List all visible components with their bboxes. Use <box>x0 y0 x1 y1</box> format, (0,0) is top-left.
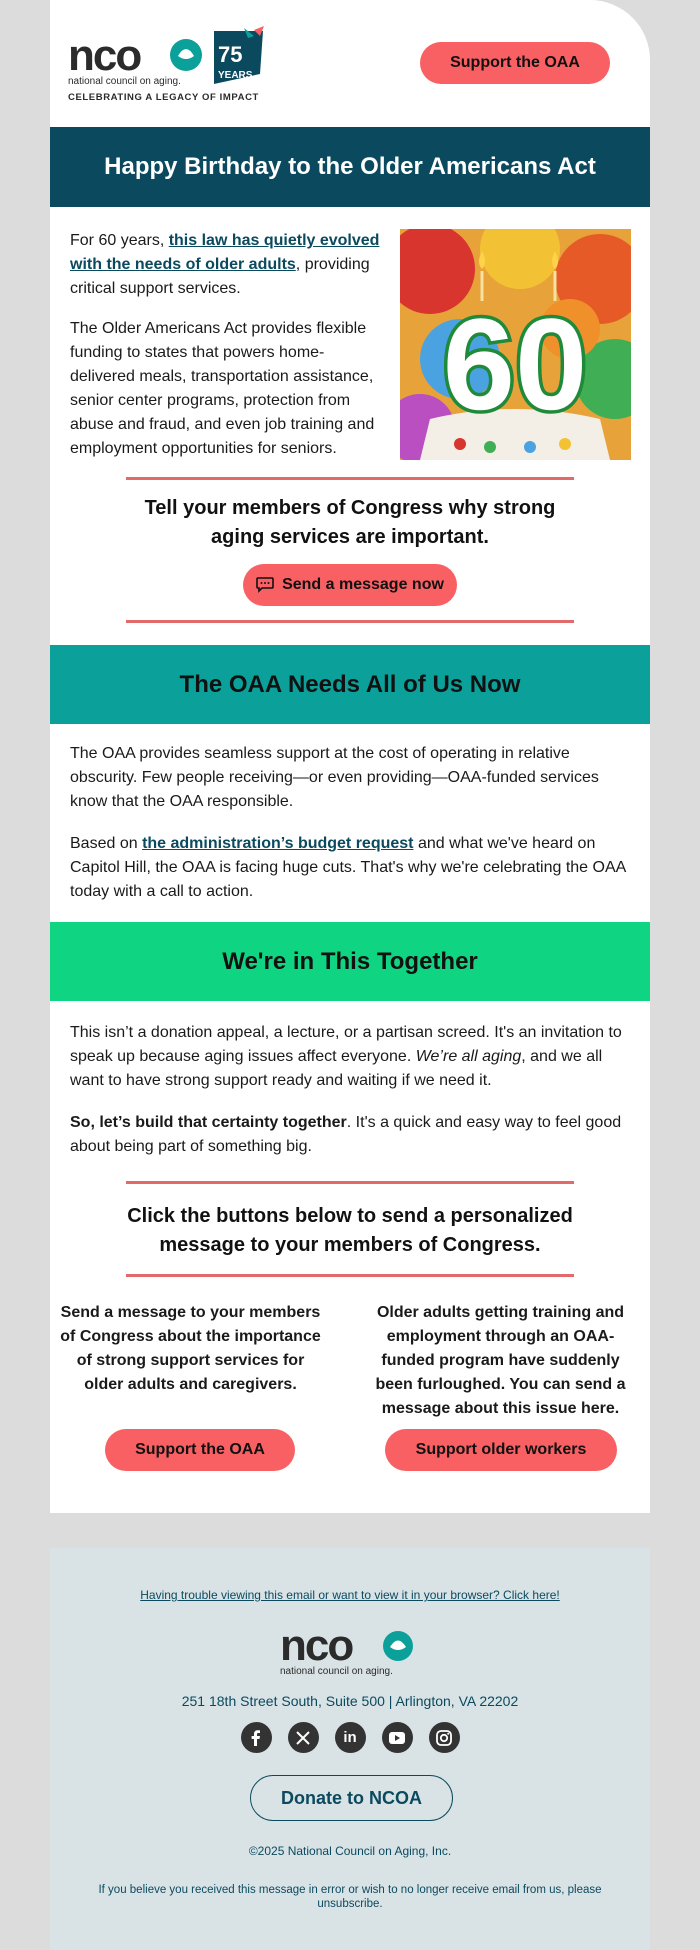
budget-request-link[interactable]: the administration’s budget request <box>142 835 414 852</box>
linkedin-icon[interactable]: in <box>335 1722 366 1753</box>
candle-number: 60 <box>442 291 588 437</box>
footer-logo-word: nco <box>280 1621 353 1670</box>
support-oaa-button[interactable]: Support the OAA <box>105 1429 295 1471</box>
needs-paragraph-2: Based on the administration’s budget request and what we've heard on Capitol Hill, the OAA is facing huge cuts. That's why we're celebrating the OAA today with a call to action. <box>70 835 626 900</box>
birthday-paragraph-1: For 60 years, this law has quietly evolved with the needs of older adults, providing critical support services. <box>70 232 380 297</box>
email-card <box>50 0 650 1513</box>
oaa-needs-title: The OAA Needs All of Us Now <box>50 645 650 724</box>
cta-heading-1: Tell your members of Congress why strong aging services are important. <box>144 497 556 548</box>
ncoa-footer-logo[interactable] <box>280 1618 430 1678</box>
unsubscribe-notice[interactable]: If you believe you received this message in error or wish to no longer receive email from us, please unsubscribe. <box>98 1884 602 1910</box>
cta-heading-2: Click the buttons below to send a personalized message to your members of Congress. <box>127 1205 573 1256</box>
badge-word: YEARS <box>218 70 253 81</box>
needs-paragraph-1: The OAA provides seamless support at the cost of operating in relative obscurity. Few people receiving—or even providing—OAA-funded services know that the OAA responsible. <box>70 745 599 810</box>
birthday-section <box>50 207 650 455</box>
birthday-text <box>70 229 385 477</box>
mailing-address: 251 18th Street South, Suite 500 | Arlington, VA 22202 <box>181 1693 519 1709</box>
option-oaa-text: Send a message to your members of Congress about the importance of strong support services for older adults and caregivers. <box>60 1304 321 1393</box>
ncoa-75-logo[interactable] <box>68 26 278 106</box>
send-message-button[interactable]: Send a message now <box>243 564 457 606</box>
support-oaa-header-button[interactable]: Support the OAA <box>420 42 610 84</box>
social-links <box>50 1722 650 1753</box>
facebook-icon[interactable] <box>241 1722 272 1753</box>
support-older-workers-button[interactable]: Support older workers <box>385 1429 617 1471</box>
instagram-icon[interactable] <box>429 1722 460 1753</box>
option-workers-text: Older adults getting training and employment through an OAA-funded program have suddenly been furloughed. You can send a message about this issue here. <box>375 1304 626 1417</box>
badge-number: 75 <box>218 42 243 67</box>
together-paragraph-2: So, let’s build that certainty together. It's a quick and easy way to feel good about being part of something big. <box>70 1114 622 1155</box>
logo-tagline: CELEBRATING A LEGACY OF IMPACT <box>68 92 259 103</box>
email-header <box>50 0 650 127</box>
law-evolved-link[interactable]: this law has quietly evolved with the needs of older adults <box>70 232 380 273</box>
chat-bubble-icon <box>256 577 274 593</box>
view-in-browser-link[interactable]: Having trouble viewing this email or want to view it in your browser? Click here! <box>140 1588 560 1602</box>
oaa-needs-section <box>50 724 650 904</box>
together-section <box>50 1001 650 1159</box>
email-footer <box>50 1548 650 1950</box>
birthday-cake-image <box>400 229 631 460</box>
x-icon[interactable] <box>288 1722 319 1753</box>
together-title: We're in This Together <box>50 922 650 1001</box>
youtube-icon[interactable] <box>382 1722 413 1753</box>
donate-button[interactable]: Donate to NCOA <box>250 1775 453 1821</box>
together-paragraph-1: This isn’t a donation appeal, a lecture, or a partisan screed. It's an invitation to speak up because aging issues affect everyone. We’re all aging, and we all want to have strong support ready and waiting if we need it. <box>70 1024 622 1089</box>
birthday-paragraph-2: The Older Americans Act provides flexible funding to states that powers home-delivered meals, transportation assistance, senior center programs, protection from abuse and fraud, and even job training and employment opportunities for seniors. <box>70 320 375 457</box>
footer-logo-subtitle: national council on aging. <box>280 1666 393 1677</box>
logo-word: nco <box>68 31 141 80</box>
copyright: ©2025 National Council on Aging, Inc. <box>248 1844 452 1858</box>
logo-subtitle: national council on aging. <box>68 76 181 87</box>
message-options <box>50 1277 650 1487</box>
birthday-title: Happy Birthday to the Older Americans Act <box>50 127 650 207</box>
